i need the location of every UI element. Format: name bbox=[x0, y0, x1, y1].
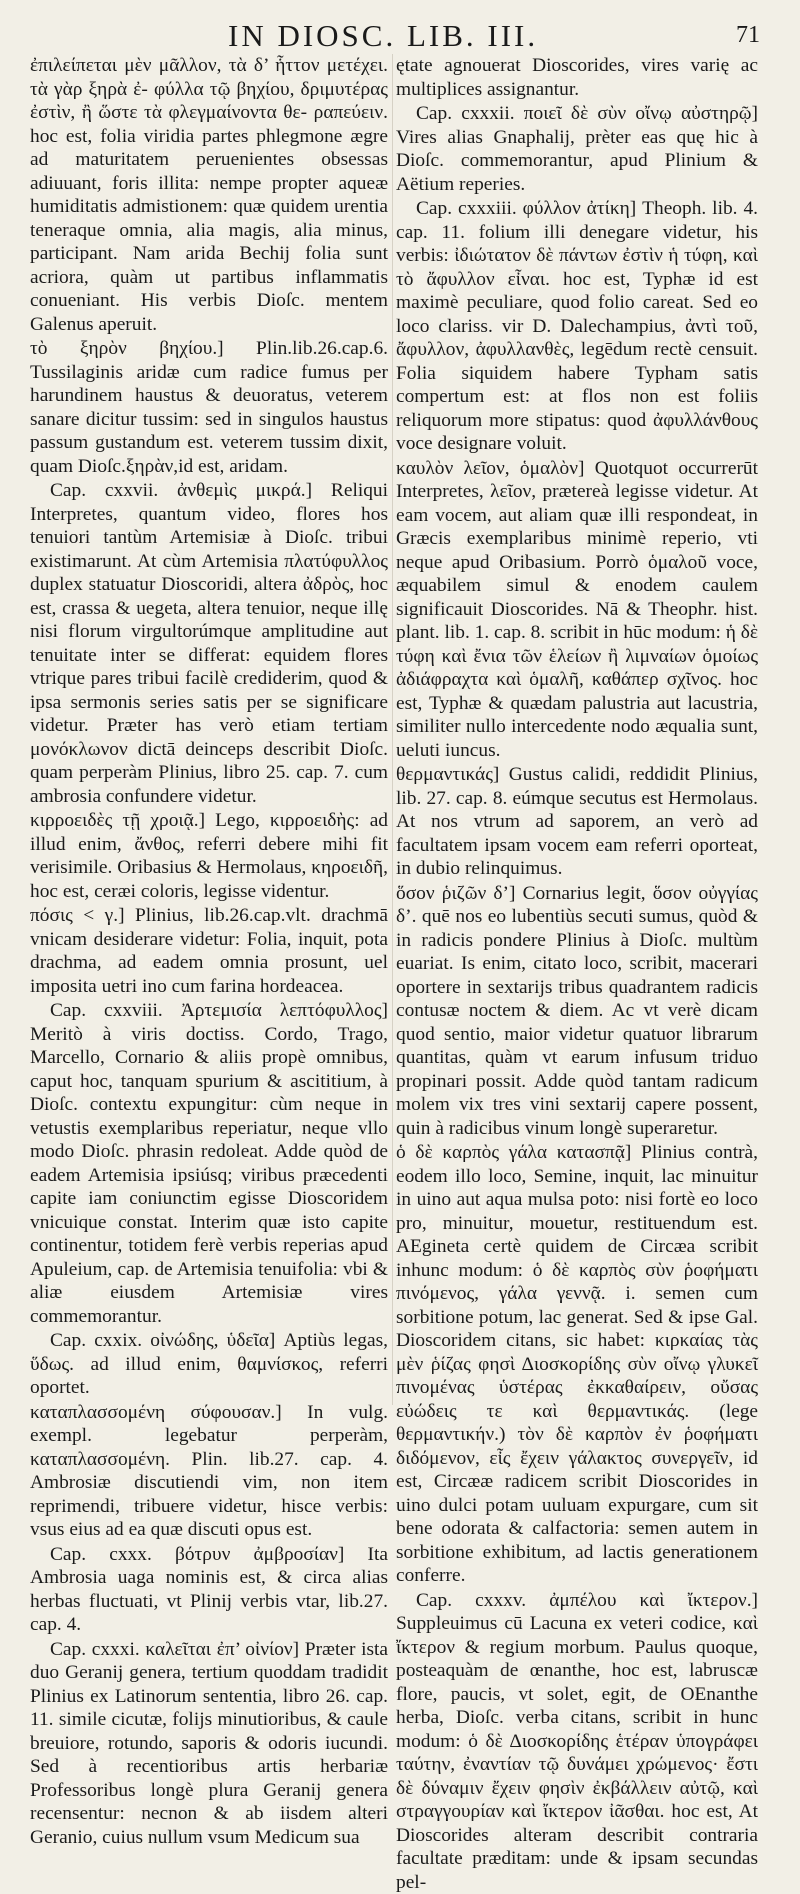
text-paragraph: καυλὸν λεῖον, ὁμαλὸν] Quotquot occurrerūt Interpretes, λεῖον, prætereà legisse videtur. At eam vocem, aut aliam quæ illi respondeat, in Græcis exemplaribus minimè reperio, vti neque apud Oribasium. Porrò ὁμαλοῦ voce, æquabilem simul & enodem caulem significauit Dioscorides. Nā & Theophr. hist. plant. lib. 1. cap. 8. scribit in hūc modum: ἡ δὲ τύφη καὶ ἔνια τῶν ἑλείων ἢ λιμναίων ὁμοίως ἀδιάφραχτα καὶ ὁμαλῆ, καθάπερ σχῖνος. hoc est, Typhæ & quædam palustria aut lacustria, similiter nullo intercedente nodo æqualia sunt, ueluti iuncus. bbox=[396, 457, 758, 763]
text-paragraph: καταπλασσομένη σύφουσαν.] In vulg. exempl. legebatur perperàm, καταπλασσομένη. Plin. lib.27. cap. 4. Ambrosiæ discutiendi vim, non item reprimendi, tribuere videtur, hisce verbis: vsus eius ad ea quæ discuti opus est. bbox=[30, 1401, 388, 1542]
chapter-paragraph: Cap. cxxxiii. φύλλον ἀτίκη] Theoph. lib. 4. cap. 11. folium illi denegare videtur, his verbis: ἰδιώτατον δὲ πάντων ἐστὶν ἡ τύφη, καὶ τὸ ἄφυλλον εἶναι. hoc est, Typhæ id est maximè peculiare, quod folio careat. Sed eo loco clariss. vir D. Dalechampius, ἀντὶ τοῦ, ἄφυλλον, ἀφυλλανθὲς, legēdum rectè censuit. Folia siquidem habere Typham satis compertum est: at flos non est foliis reliquorum more stipatus: quod ἀφυλλάνθους voce designare voluit. bbox=[396, 197, 758, 456]
text-paragraph: πόσις < γ.] Plinius, lib.26.cap.vlt. drachmā vnicam desiderare videtur: Folia, inquit, pota drachma, ad eadem omnia prosunt, uel imposita uetri ino cum farina hordeacea. bbox=[30, 904, 388, 998]
chapter-paragraph: Cap. cxxvii. ἀνθεμὶς μικρά.] Reliqui Interpretes, quantum video, flores hos tenuiori tantùm Artemisiæ à Dioſc. tribui existimarunt. At cùm Artemisia πλατύφυλλος duplex statuatur Dioscoridi, altera ἀδρὸς, hoc est, crassa & uegeta, altera tenuior, neque illę nisi florum virgultorúmque amplitudine aut tenuitate inter se differat: equidem flores vtrique pares tribui facilè crediderim, quod & ipsa sermonis series satis per se significare videtur. Præter has verò etiam tertiam μονόκλωνον dictā deinceps describit Dioſc. quam perperàm Plinius, libro 25. cap. 7. cum ambrosia confundere videtur. bbox=[30, 479, 388, 808]
text-paragraph: τὸ ξηρὸν βηχίου.] Plin.lib.26.cap.6. Tussilaginis aridæ cum radice fumus per harundinem haustus & deuoratus, veterem sanare dicitur tussim: sed in singulos haustus passum gustandum est. veterem tussim dixit, quam Dioſc.ξηρὰν,id est, aridam. bbox=[30, 337, 388, 478]
chapter-paragraph: Cap. cxxxi. καλεῖται ἐπ’ οἰνίον] Præter ista duo Geranij genera, tertium quoddam tradidit Plinius ex Latinorum sententia, libro 26. cap. 11. simile cicutæ, folijs minutioribus, & caule breuiore, rotundo, saporis & odoris iucundi. Sed à recentioribus artis herbariæ Professoribus longè plura Geranij genera recensentur: necnon & ab iisdem alteri Geranio, cuius nullum vsum Medicum sua bbox=[30, 1638, 388, 1850]
left-column bbox=[30, 54, 388, 1405]
text-paragraph: ἐπιλείπεται μὲν μᾶλλον, τὰ δ’ ἧττον μετέχει. τὰ γὰρ ξηρὰ ἐ‑ φύλλα τῷ βηχίου, δριμυτέρας ἐστὶν, ἢ ὥστε τὰ φλεγμαίνοντα θε‑ ραπεύειν. hoc est, folia viridia partes phlegmone ægre ad maturitatem peruenientes obsessas adiuuant, foris illita: nempe propter aqueæ humiditatis admistionem: quæ quidem urentia teneraque omnia, alia magis, alia minus, participant. Nam arida Bechij folia sunt acriora, quàm ut partibus inflammatis conueniant. His verbis Dioſc. mentem Galenus aperuit. bbox=[30, 54, 388, 336]
text-paragraph: ὁ δὲ καρπὸς γάλα κατασπᾷ] Plinius contrà, eodem illo loco, Semine, inquit, lac minuitur in uino aut aqua mulsa poto: nisi fortè eo loco pro, minuitur, mouetur, restituendum est. AEgineta certè quidem de Circæa scribit inhunc modum: ὁ δὲ καρπὸς σὺν ῥοφήματι πινόμενος, γάλα γεννᾷ. i. semen cum sorbitione potum, lac generat. Sed & ipse Gal. Dioscoridem citans, sic habet: κιρκαίας τὰς μὲν ῥίζας φησὶ Διοσκορίδης σὺν οἴνῳ γλυκεῖ πινομένας ὑστέρας ἐκκαθαίρειν, οὔσας εὐώδεις τε καὶ θερμαντικάς. (lege θερμαντικήν.) τὸν δὲ καρπὸν ἐν ῥοφήματι διδόμενον, εἶς ἔχειν γάλακτος συνεργεῖν, id est, Circææ radicem scribit Dioscorides in uino dulci potam uuluam expurgare, cum sit bene odorata & calfactoria: semen autem in sorbitione exhibitum, ad lactis generationem conferre. bbox=[396, 1141, 758, 1588]
chapter-paragraph: Cap. cxxviii. Ἀρτεμισία λεπτόφυλλος] Meritò à viris doctiss. Cordo, Trago, Marcello, Cornario & aliis propè omnibus, caput hoc, tanquam spurium & ascititium, à Dioſc. contextu expungitur: cùm neque in vetustis exemplaribus reperiatur, neque vllo modo Dioſc. phrasin redoleat. Adde quòd de eadem Artemisia ipsiúsq; viribus præcedenti capite iam coniunctim egisse Dioscoridem vnicuique constat. Interim quæ isto capite continentur, totidem ferè verbis reperias apud Apuleium, cap. de Artemisia tenuifolia: vbi & aliæ eiusdem Artemisiæ vires commemorantur. bbox=[30, 999, 388, 1328]
running-title: IN DIOSC. LIB. III. bbox=[228, 18, 538, 54]
right-column bbox=[396, 54, 758, 1405]
running-head bbox=[0, 18, 800, 58]
chapter-paragraph: Cap. cxxx. βότρυν ἀμβροσίαν] Ita Ambrosia uaga nominis est, & circa alias herbas fluctuati, vt Plinij verbis vtar, lib.27. cap. 4. bbox=[30, 1543, 388, 1637]
text-paragraph: κιρροειδὲς τῇ χροιᾷ.] Lego, κιρροειδὴς: ad illud enim, ἄνθος, referri debere mihi fit verisimile. Oribasius & Hermolaus, κηροειδῆ, hoc est, ceræi coloris, legisse videntur. bbox=[30, 809, 388, 903]
page-number: 71 bbox=[736, 22, 760, 49]
chapter-paragraph: Cap. cxxxii. ποιεῖ δὲ σὺν οἴνῳ αὐστηρῷ] Vires alias Gnaphalij, prèter eas quę hic à Dioſc. commemorantur, apud Plinium & Aëtium reperies. bbox=[396, 102, 758, 196]
chapter-paragraph: Cap. cxxxv. ἀμπέλου καὶ ἴκτερον.] Suppleuimus cū Lacuna ex veteri codice, καὶ ἴκτερον & regium morbum. Paulus quoque, posteaquàm de œnanthe, hoc est, labruscæ flore, paucis, vt solet, egit, de OEnanthe herba, Dioſc. verba citans, scribit in hunc modum: ὁ δὲ Διοσκορίδης ἑτέραν ὑπογράφει ταύτην, ἐναντίαν τῷ δυνάμει χρώμενος· ἔστι δὲ δύναμιν ἔχειν φησὶν ἐκβάλλειν αὐτῷ, καὶ στραγγουρίαν καὶ ἴκτερον ἰᾶσθαι. hoc est, At Dioscorides alteram describit contraria facultate præditam: unde & ipsam secundas pel- bbox=[396, 1589, 758, 1894]
column-gutter bbox=[392, 54, 393, 1405]
text-paragraph: ὅσον ῥιζῶν δ’] Cornarius legit, ὅσον οὐγγίας δ’. quē nos eo lubentiùs secuti sumus, quòd & in radicis pondere Plinius à Dioſc. multùm euariat. Is enim, citato loco, scribit, macerari oportere in sextarijs tribus quadrantem radicis contusæ noctem & diem. Ac vt verè dicam quod sentio, maior videtur quatuor librarum quantitas, quàm vt earum infusum triduo propinari possit. Adde quòd tantam radicum molem vix tres vini sextarij capere possent, quin à radicibus vinum longè superaretur. bbox=[396, 882, 758, 1141]
text-paragraph: ętate agnouerat Dioscorides, vires varię ac multiplices assignantur. bbox=[396, 54, 758, 101]
chapter-paragraph: Cap. cxxix. οἰνώδης, ὑδεῖα] Aptiùs legas, ὕδως. ad illud enim, θαμνίσκος, referri oportet. bbox=[30, 1329, 388, 1400]
text-paragraph: θερμαντικάς] Gustus calidi, reddidit Plinius, lib. 27. cap. 8. eúmque secutus est Hermolaus. At nos vtrum ad saporem, an verò ad facultatem ipsam vocem eam referri oporteat, in dubio relinquimus. bbox=[396, 763, 758, 881]
